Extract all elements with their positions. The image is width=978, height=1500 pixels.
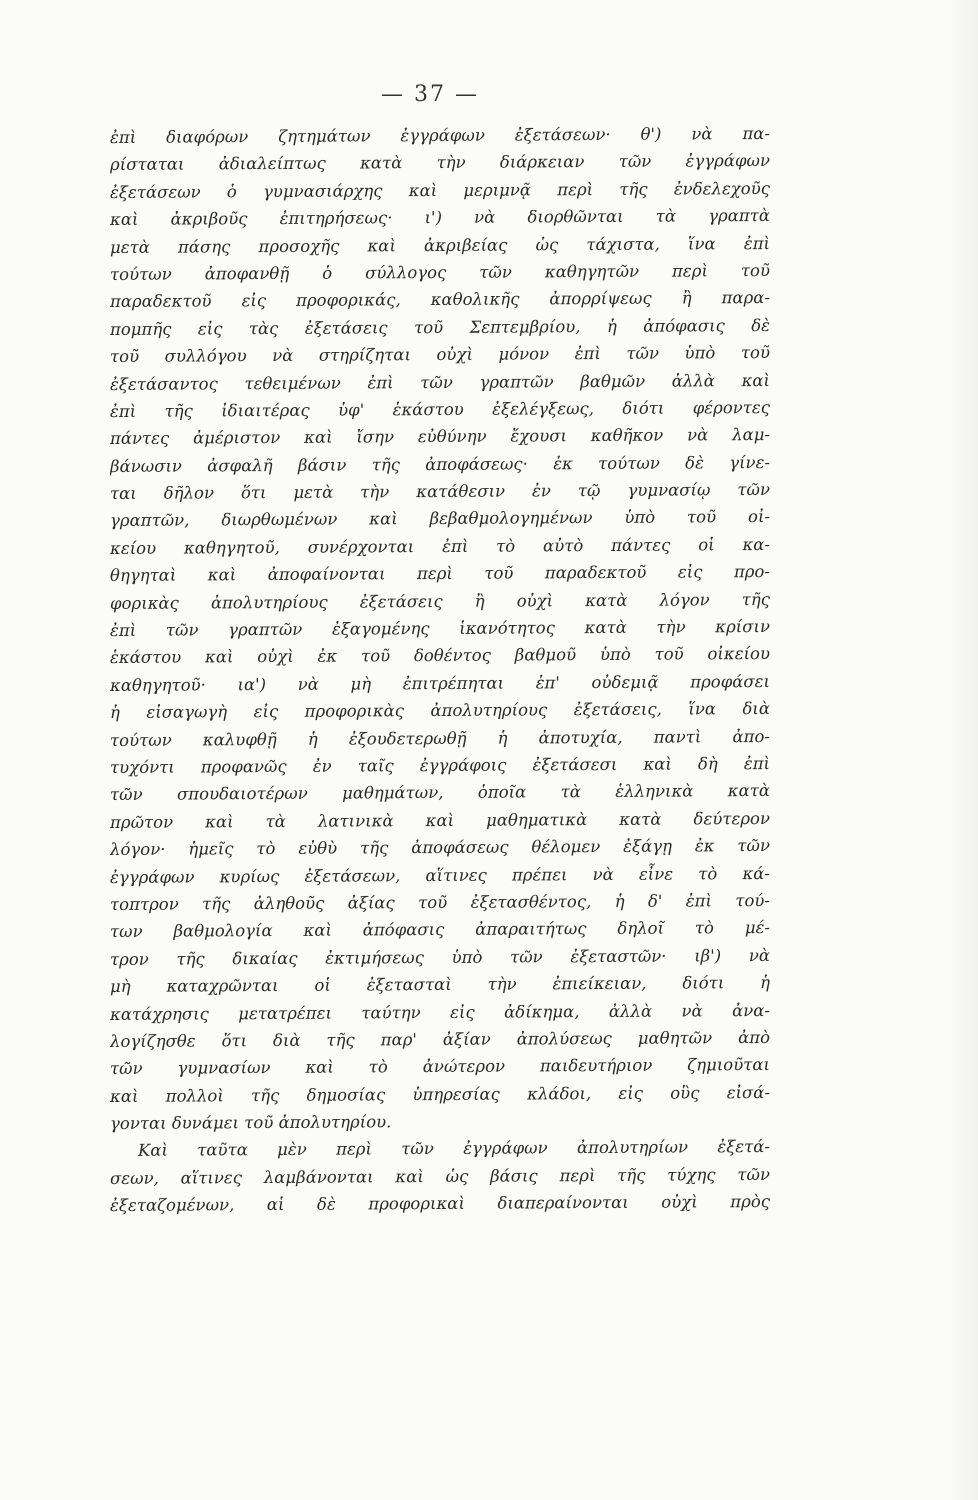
text-line: τούτων καλυφθῇ ἡ ἐξουδετερωθῇ ἡ ἀποτυχία, παντὶ ἀπο-	[109, 726, 771, 750]
text-line: τοπτρον τῆς ἀληθοῦς ἀξίας τοῦ ἐξετασθέντος, ἡ δ' ἐπὶ τού-	[109, 890, 771, 914]
text-line: μὴ καταχρῶνται οἱ ἐξετασταὶ τὴν ἐπιείκειαν, διότι ἡ	[109, 973, 771, 997]
text-line: ἐξετάσαντος τεθειμένων ἐπὶ τῶν γραπτῶν βαθμῶν ἀλλὰ καὶ	[109, 370, 771, 394]
text-line: ἑκάστου καὶ οὐχὶ ἐκ τοῦ δοθέντος βαθμοῦ ὑπὸ τοῦ οἰκείου	[109, 644, 771, 668]
text-line: ἐπὶ τῆς ἰδιαιτέρας ὑφ' ἑκάστου ἐξελέγξεως, διότι φέροντες	[109, 397, 771, 421]
text-line: ἐπὶ τῶν γραπτῶν ἐξαγομένης ἱκανότητος κατὰ τὴν κρίσιν	[109, 616, 771, 641]
text-line: βάνωσιν ἀσφαλῆ βάσιν τῆς ἀποφάσεως· ἐκ τούτων δὲ γίνε-	[109, 452, 771, 476]
text-line: ἐπὶ διαφόρων ζητημάτων ἐγγράφων ἐξετάσεων· θ') νὰ πα-	[109, 123, 771, 147]
text-line: τῶν γυμνασίων καὶ τὸ ἀνώτερον παιδευτήριον ζημιοῦται	[109, 1055, 771, 1079]
text-line: πρῶτον καὶ τὰ λατινικὰ καὶ μαθηματικὰ κατὰ δεύτερον	[109, 808, 771, 832]
text-line: τρον τῆς δικαίας ἐκτιμήσεως ὑπὸ τῶν ἐξεταστῶν· ιβ') νὰ	[109, 945, 771, 969]
text-line: σεων, αἵτινες λαμβάνονται καὶ ὡς βάσις περὶ τῆς τύχης τῶν	[109, 1164, 771, 1188]
text-line: γραπτῶν, διωρθωμένων καὶ βεβαθμολογημένων ὑπὸ τοῦ οἰ-	[109, 507, 771, 531]
text-line: μετὰ πάσης προσοχῆς καὶ ἀκριβείας ὡς τάχιστα, ἵνα ἐπὶ	[109, 233, 771, 257]
text-line: ται δῆλον ὅτι μετὰ τὴν κατάθεσιν ἐν τῷ γυμνασίῳ τῶν	[109, 480, 771, 504]
text-line: πομπῆς εἰς τὰς ἐξετάσεις τοῦ Σεπτεμβρίου, ἡ ἀπόφασις δὲ	[109, 315, 771, 339]
text-line: καθηγητοῦ· ια') νὰ μὴ ἐπιτρέπηται ἐπ' οὐδεμιᾷ προφάσει	[109, 671, 771, 695]
text-line: παραδεκτοῦ εἰς προφορικάς, καθολικῆς ἀπορρίψεως ἢ παρα-	[109, 288, 771, 312]
text-line: λόγον· ἡμεῖς τὸ εὐθὺ τῆς ἀποφάσεως θέλομεν ἐξάγῃ ἐκ τῶν	[109, 836, 771, 860]
text-line: γονται δυνάμει τοῦ ἀπολυτηρίου.	[109, 1112, 392, 1134]
body-text	[110, 124, 770, 1220]
page-edge-shadow	[948, 0, 978, 1500]
page-number: — 37 —	[381, 82, 479, 107]
text-line: τοῦ συλλόγου νὰ στηρίζηται οὐχὶ μόνον ἐπὶ τῶν ὑπὸ τοῦ	[109, 343, 771, 367]
text-line: καὶ πολλοὶ τῆς δημοσίας ὑπηρεσίας κλάδοι, εἰς οὓς εἰσά-	[109, 1082, 771, 1106]
text-line: κείου καθηγητοῦ, συνέρχονται ἐπὶ τὸ αὐτὸ πάντες οἱ κα-	[109, 534, 771, 558]
text-line: τυχόντι προφανῶς ἐν ταῖς ἐγγράφοις ἐξετάσεσι καὶ δὴ ἐπὶ	[109, 753, 771, 777]
text-line: καὶ ἀκριβοῦς ἐπιτηρήσεως· ι') νὰ διορθῶνται τὰ γραπτὰ	[109, 206, 771, 230]
text-line: ἐξεταζομένων, αἱ δὲ προφορικαὶ διαπεραίνονται οὐχὶ πρὸς	[109, 1192, 771, 1216]
text-line: κατάχρησις μετατρέπει ταύτην εἰς ἀδίκημα, ἀλλὰ νὰ ἀνα-	[109, 1000, 771, 1024]
text-line: ρίσταται ἀδιαλείπτως κατὰ τὴν διάρκειαν τῶν ἐγγράφων	[109, 151, 771, 175]
text-line: πάντες ἀμέριστον καὶ ἴσην εὐθύνην ἔχουσι καθῆκον νὰ λαμ-	[109, 425, 771, 449]
paragraph-start-line: Καὶ ταῦτα μὲν περὶ τῶν ἐγγράφων ἀπολυτηρίων ἐξετά-	[137, 1137, 771, 1161]
text-line: των βαθμολογία καὶ ἀπόφασις ἀπαραιτήτως δηλοῖ τὸ μέ-	[109, 918, 771, 942]
text-line: ἐξετάσεων ὁ γυμνασιάρχης καὶ μεριμνᾷ περὶ τῆς ἐνδελεχοῦς	[109, 178, 771, 202]
text-line: ἡ εἰσαγωγὴ εἰς προφορικὰς ἀπολυτηρίους ἐξετάσεις, ἵνα διὰ	[109, 699, 771, 723]
text-line: θηγηταὶ καὶ ἀποφαίνονται περὶ τοῦ παραδεκτοῦ εἰς προ-	[109, 562, 771, 586]
text-line: φορικὰς ἀπολυτηρίους ἐξετάσεις ἢ οὐχὶ κατὰ λόγον τῆς	[109, 589, 771, 613]
text-line: λογίζησθε ὅτι διὰ τῆς παρ' ἀξίαν ἀπολύσεως μαθητῶν ἀπὸ	[109, 1027, 771, 1051]
text-line: ἐγγράφων κυρίως ἐξετάσεων, αἵτινες πρέπει νὰ εἶνε τὸ κά-	[109, 863, 771, 887]
text-line: τούτων ἀποφανθῇ ὁ σύλλογος τῶν καθηγητῶν περὶ τοῦ	[109, 260, 771, 284]
text-line: τῶν σπουδαιοτέρων μαθημάτων, ὁποῖα τὰ ἑλληνικὰ κατὰ	[109, 781, 771, 805]
